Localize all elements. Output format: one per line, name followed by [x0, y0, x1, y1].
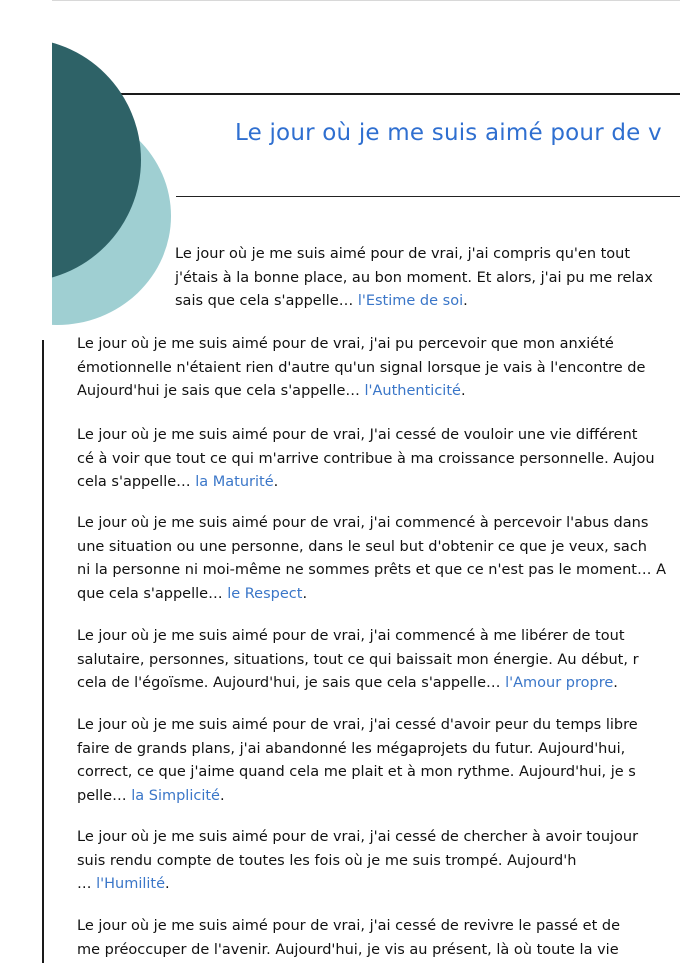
paragraph-text: sais que cela s'appelle…	[175, 293, 358, 309]
paragraph-text: cela s'appelle…	[77, 474, 196, 490]
paragraph-line: Le jour où je me suis aimé pour de vrai, j'ai pu percevoir que mon anxiété	[77, 336, 614, 352]
paragraph-end: .	[460, 383, 466, 399]
highlight-term: l'Estime de soi	[357, 293, 464, 309]
paragraph-text: pelle…	[77, 787, 132, 804]
page-title: Le jour où je me suis aimé pour de v	[235, 120, 662, 146]
paragraph-estime	[175, 243, 653, 314]
paragraph-respect	[77, 512, 666, 606]
paragraph-end: .	[302, 585, 308, 602]
paragraph-line	[77, 380, 645, 404]
paragraph-humilite	[77, 826, 638, 897]
highlight-term: la Simplicité	[131, 787, 220, 804]
page-top-edge	[0, 0, 680, 1]
paragraph-line: Le jour où je me suis aimé pour de vrai, j'ai compris qu'en tout	[175, 246, 631, 262]
paragraph-maturite	[77, 424, 655, 495]
paragraph-line: salutaire, personnes, situations, tout ce qui baissait mon énergie. Au début, r	[77, 651, 639, 668]
paragraph-line: Le jour où je me suis aimé pour de vrai, j'ai commencé à percevoir l'abus dans	[77, 515, 649, 531]
paragraph-line: Le jour où je me suis aimé pour de vrai, j'ai cessé d'avoir peur du temps libre	[77, 717, 638, 733]
paragraph-line: Le jour où je me suis aimé pour de vrai, j'ai cessé de revivre le passé et de	[77, 918, 621, 934]
paragraph-text: cela de l'égoïsme. Aujourd'hui, je sais que cela s'appelle…	[77, 675, 506, 691]
highlight-term: la Maturité	[195, 474, 274, 490]
paragraph-amour-propre	[77, 625, 639, 696]
paragraph-end: .	[273, 474, 279, 490]
paragraph-present	[77, 915, 620, 962]
paragraph-line	[77, 672, 639, 696]
paragraph-line	[77, 583, 666, 607]
highlight-term: le Respect	[227, 585, 303, 602]
paragraph-line: Le jour où je me suis aimé pour de vrai, j'ai cessé de chercher à avoir toujour	[77, 829, 639, 845]
paragraph-line: émotionnelle n'étaient rien d'autre qu'un signal lorsque je vais à l'encontre de	[77, 359, 646, 376]
paragraph-line: faire de grands plans, j'ai abandonné les mégaprojets du futur. Aujourd'hui,	[77, 740, 626, 757]
paragraph-line: Le jour où je me suis aimé pour de vrai, j'ai commencé à me libérer de tout	[77, 628, 625, 644]
paragraph-line	[77, 471, 655, 495]
paragraph-simplicite	[77, 714, 638, 808]
paragraph-authenticite	[77, 333, 645, 404]
title-divider	[176, 196, 680, 197]
paragraph-line: correct, ce que j'aime quand cela me plait et à mon rythme. Aujourd'hui, je s	[77, 764, 636, 780]
paragraph-line: suis rendu compte de toutes les fois où je me suis trompé. Aujourd'h	[77, 852, 577, 869]
paragraph-text: …	[77, 876, 97, 892]
left-margin	[0, 0, 52, 340]
paragraph-line: une situation ou une personne, dans le seul but d'obtenir ce que je veux, sach	[77, 538, 647, 555]
paragraph-end: .	[463, 293, 468, 309]
paragraph-end: .	[165, 876, 170, 892]
paragraph-text: Aujourd'hui je sais que cela s'appelle…	[77, 383, 365, 399]
paragraph-line: ni la personne ni moi-même ne sommes prêts et que ce n'est pas le moment… A	[77, 562, 666, 578]
highlight-term: l'Humilité	[96, 876, 166, 892]
paragraph-line	[175, 290, 653, 314]
paragraph-line: j'étais à la bonne place, au bon moment. Et alors, j'ai pu me relax	[175, 269, 653, 286]
paragraph-line	[77, 873, 638, 897]
paragraph-line: Le jour où je me suis aimé pour de vrai, J'ai cessé de vouloir une vie différent	[77, 427, 638, 443]
paragraph-text: que cela s'appelle…	[77, 585, 228, 602]
paragraph-end: .	[219, 787, 225, 804]
paragraph-line: me préoccuper de l'avenir. Aujourd'hui, je vis au présent, là où toute la vie	[77, 941, 619, 958]
paragraph-line	[77, 785, 638, 809]
paragraph-end: .	[613, 675, 618, 691]
highlight-term: l'Authenticité	[364, 383, 461, 399]
highlight-term: l'Amour propre	[505, 675, 614, 691]
paragraph-line: cé à voir que tout ce qui m'arrive contribue à ma croissance personnelle. Aujou	[77, 450, 655, 467]
